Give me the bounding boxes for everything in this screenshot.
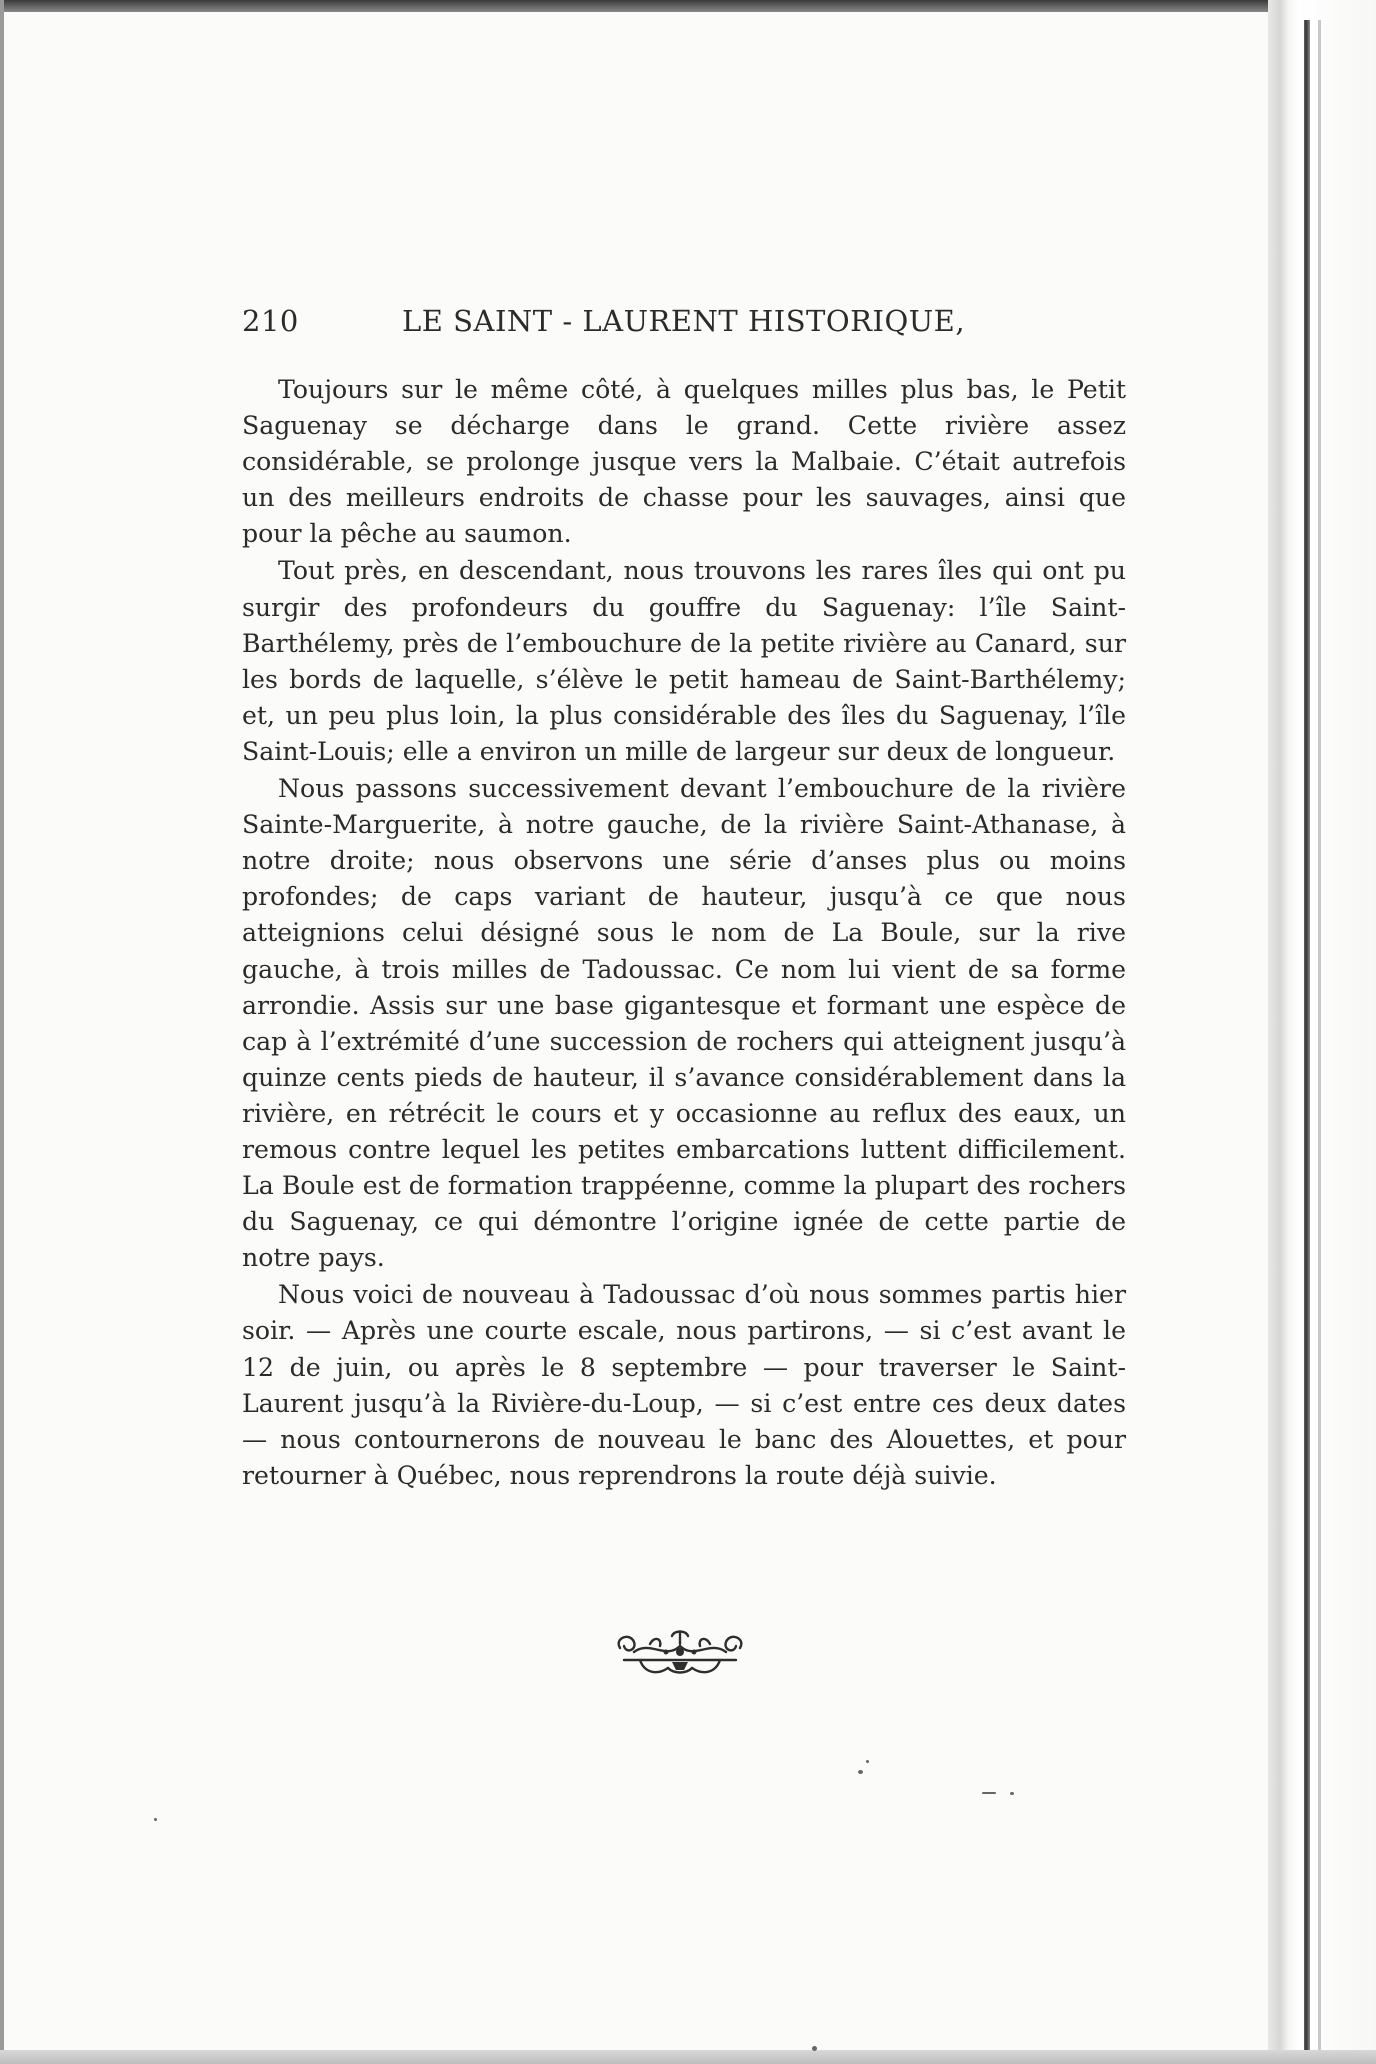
- page-edge-line-secondary: [1318, 20, 1321, 2060]
- page-edge-line: [1304, 20, 1310, 2060]
- paragraph: Tout près, en descendant, nous trouvons les rares îles qui ont pu surgir des profondeurs du gouffre du Saguenay: l’île Saint-Barthélemy, près de l’embouchure de la petite rivière au Canard, sur les bords de laquelle, s’élève le petit hameau de Saint-Barthélemy; et, un peu plus loin, la plus considérable des îles du Saguenay, l’île Saint-Louis; elle a environ un mille de largeur sur deux de longueur.: [242, 556, 1126, 766]
- scan-border-bottom: [0, 2050, 1376, 2064]
- paragraph: Toujours sur le même côté, à quelques milles plus bas, le Petit Saguenay se décharge dans le grand. Cette rivière assez considérable, se prolonge jusque vers la Malbaie. C’était autrefois un des meilleurs endroits de chasse pour les sauvages, ainsi que pour la pêche au saumon.: [242, 375, 1126, 549]
- floral-tailpiece-icon: [610, 1626, 750, 1682]
- book-gutter: [1268, 0, 1376, 2064]
- scan-speck: [154, 1818, 157, 1821]
- running-head: [242, 300, 1126, 350]
- scan-speck: [982, 1792, 996, 1794]
- scan-border-top: [0, 0, 1376, 12]
- scan-border-left: [0, 0, 4, 2064]
- paragraph: Nous voici de nouveau à Tadoussac d’où nous sommes partis hier soir. — Après une courte escale, nous partirons, — si c’est avant le 12 de juin, ou après le 8 septembre — pour traverser le Saint-Laurent jusqu’à la Rivière-du-Loup, — si c’est entre ces deux dates — nous contournerons de nouveau le banc des Alouettes, et pour retourner à Québec, nous reprendrons la route déjà suivie.: [242, 1280, 1126, 1490]
- paragraph: Nous passons successivement devant l’embouchure de la rivière Sainte-Marguerite, à notre gauche, de la rivière Saint-Athanase, à notre droite; nous observons une série d’anses plus ou moins profondes; de caps variant de hauteur, jusqu’à ce que nous atteignions celui désigné sous le nom de La Boule, sur la rive gauche, à trois milles de Tadoussac. Ce nom lui vient de sa forme arrondie. Assis sur une base gigantesque et formant une espèce de cap à l’extrémité d’une succession de rochers qui atteignent jusqu’à quinze cents pieds de hauteur, il s’avance considérablement dans la rivière, en rétrécit le cours et y occasionne au reflux des eaux, un remous contre lequel les petites embarcations luttent difficilement. La Boule est de formation trappéenne, comme la plupart des rochers du Saguenay, ce qui démontre l’origine ignée de cette partie de notre pays.: [242, 774, 1126, 1273]
- scan-speck: [1010, 1792, 1014, 1795]
- page-content: [242, 300, 1126, 1495]
- scan-speck: [812, 2046, 817, 2051]
- running-title: LE SAINT - LAURENT HISTORIQUE,: [402, 304, 966, 338]
- page-number: 210: [242, 304, 299, 338]
- body-text: [242, 372, 1126, 1494]
- scan-speck: [858, 1770, 863, 1774]
- scan-speck: [866, 1760, 869, 1763]
